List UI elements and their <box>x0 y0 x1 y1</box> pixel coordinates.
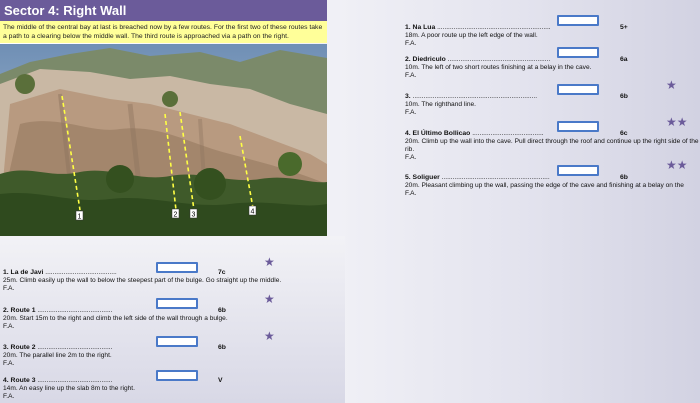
star-rating-icon: ★ <box>264 329 275 343</box>
star-rating-icon: ★ <box>264 255 275 269</box>
route-description: 18m. A poor route up the left edge of the wall. <box>405 32 538 39</box>
route-marker-4: 4 <box>250 208 255 216</box>
route-tick-box[interactable] <box>557 47 599 58</box>
route-grade: 7c <box>218 269 226 276</box>
route-first-ascent: F.A. <box>405 109 417 116</box>
route-item <box>405 174 700 198</box>
route-dots: ....................................... <box>472 130 544 137</box>
route-description: 14m. An easy line up the slab 8m to the right. <box>3 385 135 392</box>
route-dots: ....................................... <box>45 269 117 276</box>
route-grade: 6b <box>620 174 628 181</box>
route-grade: 6b <box>218 344 226 351</box>
route-grade: 5+ <box>620 24 628 31</box>
route-tick-box[interactable] <box>557 121 599 132</box>
route-grade: V <box>218 377 223 384</box>
route-name: 5. Soliguer <box>405 174 440 181</box>
route-tick-box[interactable] <box>156 262 198 273</box>
route-description: 25m. Climb easily up the wall to below the steepest part of the bulge. Go straight up the middle. <box>3 277 282 284</box>
route-tick-box[interactable] <box>156 370 198 381</box>
route-name: 1. Na Lua <box>405 24 436 31</box>
route-name: 3. Route 2 <box>3 344 36 351</box>
route-first-ascent: F.A. <box>3 360 15 367</box>
route-item <box>405 24 700 48</box>
route-dots: ........................................................ <box>447 56 551 63</box>
route-first-ascent: F.A. <box>405 72 417 79</box>
route-name: 1. La de Javi <box>3 269 44 276</box>
route-tick-box[interactable] <box>557 165 599 176</box>
route-dots: .............................................................. <box>437 24 551 31</box>
route-grade: 6a <box>620 56 628 63</box>
sector-intro: The middle of the central bay at last is breached now by a few routes. For the first two of these routes take a path to a clearing below the middle wall. The third route is approached via a path on the right. <box>3 24 323 40</box>
route-first-ascent: F.A. <box>405 154 417 161</box>
route-marker-2: 2 <box>173 211 178 219</box>
route-item <box>3 344 343 368</box>
crag-photo <box>0 44 327 236</box>
route-tick-box[interactable] <box>557 84 599 95</box>
route-description: 10m. The left of two short routes finishing at a belay in the cave. <box>405 64 592 71</box>
route-description: 20m. Climb up the wall into the cave. Pull direct through the roof and continue up the right side of the rib. <box>405 138 699 153</box>
route-marker-1: 1 <box>77 213 82 221</box>
route-name: 2. Route 1 <box>3 307 36 314</box>
route-tick-box[interactable] <box>156 298 198 309</box>
route-description: 10m. The righthand line. <box>405 101 476 108</box>
route-tick-box[interactable] <box>557 15 599 26</box>
route-marker-3: 3 <box>191 211 196 219</box>
route-first-ascent: F.A. <box>405 190 417 197</box>
route-dots: ......................................... <box>37 377 113 384</box>
route-item <box>3 307 343 331</box>
route-name: 4. El Último Bollicao <box>405 130 471 137</box>
route-first-ascent: F.A. <box>405 40 417 47</box>
route-name: 3. <box>405 93 411 100</box>
sector-header <box>0 0 327 43</box>
title-bar <box>0 0 327 21</box>
route-first-ascent: F.A. <box>3 323 15 330</box>
star-rating-icon: ★★ <box>666 158 688 172</box>
route-dots: ......................................... <box>37 344 113 351</box>
route-grade: 6c <box>620 130 628 137</box>
sector-title: Sector 4: Right Wall <box>4 3 127 18</box>
route-grade: 6b <box>218 307 226 314</box>
route-name: 2. Diedriculo <box>405 56 446 63</box>
route-dots: ........................................................... <box>441 174 550 181</box>
star-rating-icon: ★★ <box>666 115 688 129</box>
star-rating-icon: ★ <box>264 292 275 306</box>
star-rating-icon: ★ <box>666 78 677 92</box>
crag-photo-drawing <box>0 44 327 236</box>
route-first-ascent: F.A. <box>3 393 15 400</box>
route-description: 20m. Pleasant climbing up the wall, passing the edge of the cave and finishing at a belay on the <box>405 182 684 189</box>
route-first-ascent: F.A. <box>3 285 15 292</box>
route-tick-box[interactable] <box>156 336 198 347</box>
route-item <box>405 93 700 117</box>
route-description: 20m. Start 15m to the right and climb the left side of the wall through a bulge. <box>3 315 228 322</box>
route-item <box>405 130 700 162</box>
route-description: 20m. The parallel line 2m to the right. <box>3 352 112 359</box>
route-dots: .................................................................... <box>412 93 538 100</box>
route-dots: ......................................... <box>37 307 113 314</box>
route-item <box>405 56 700 80</box>
route-name: 4. Route 3 <box>3 377 36 384</box>
route-grade: 6b <box>620 93 628 100</box>
